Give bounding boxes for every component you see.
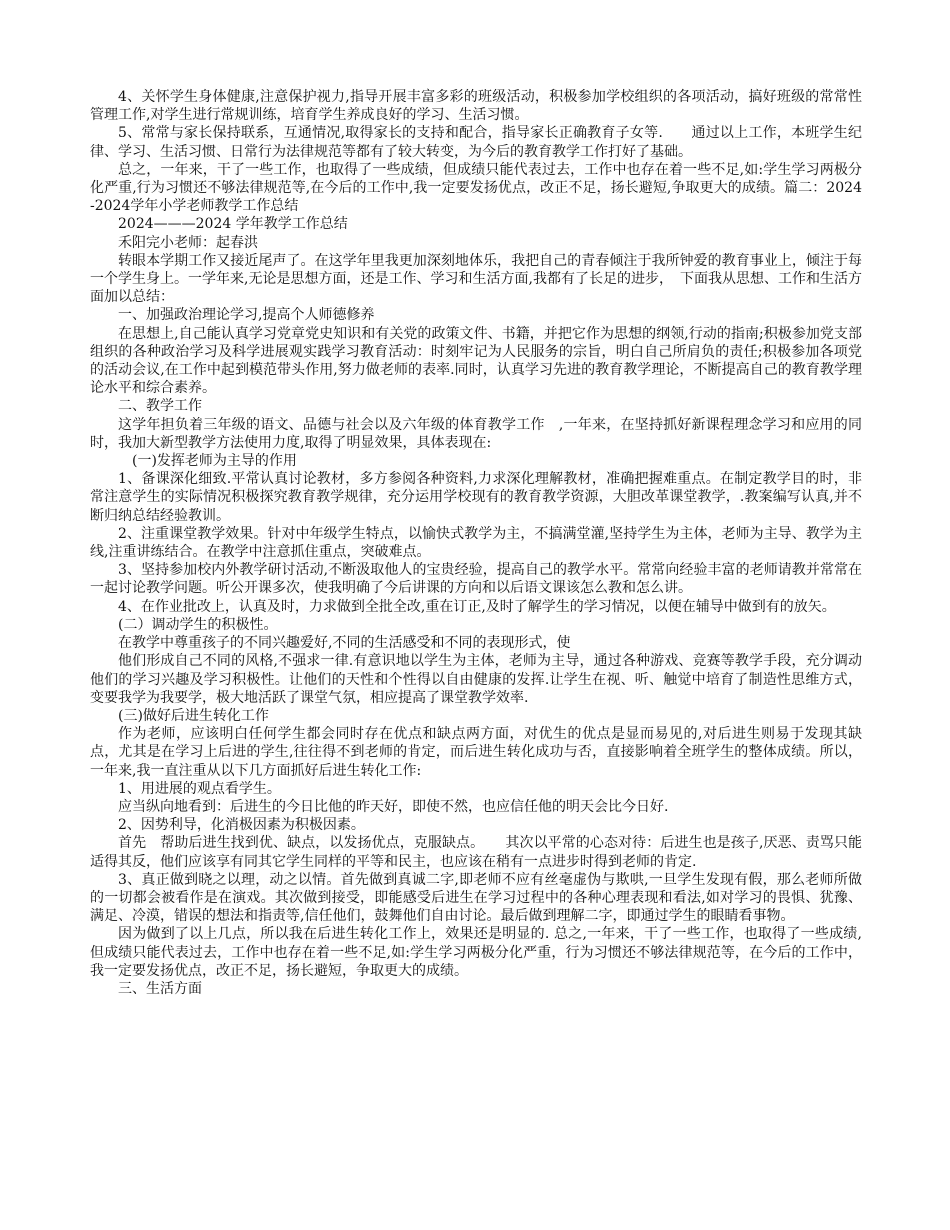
paragraph: 他们形成自己不同的风格,不强求一律.有意识地以学生为主体，老师为主导，通过各种游戏、竞赛等教学手段，充分调动他们的学习兴趣及学习积极性。让他们的天性和个性得以自由健康的发挥.让学生在视、听、触觉中培育了制造性思维方式，变要我学为我要学，极大地活跃了课堂气氛，相应提高了课堂教学效率. — [90, 653, 862, 706]
heading: 一、加强政治理论学习,提高个人师德修养 — [118, 307, 375, 324]
document-body — [90, 88, 862, 998]
paragraph: 4、关怀学生身体健康,注意保护视力,指导开展丰富多彩的班级活动，积极参加学校组织的各项活动，搞好班级的常常性管理工作,对学生进行常规训练，培育学生养成良好的学习、生活习惯。 — [90, 89, 862, 124]
section-title: 2024———2024 学年教学工作总结 — [118, 216, 348, 233]
paragraph: 首先 帮助后进生找到优、缺点，以发扬优点，克服缺点。 其次以平常的心态对待：后进生也是孩子,厌恶、责骂只能适得其反，他们应该享有同其它学生同样的平等和民主，也应该在稍有一点进步时得到老师的肯定. — [90, 835, 862, 870]
paragraph: 在教学中尊重孩子的不同兴趣爱好,不同的生活感受和不同的表现形式，使 — [118, 635, 571, 652]
paragraph: 转眼本学期工作又接近尾声了。在这学年里我更加深刻地体乐，我把自己的青春倾注于我所钟爱的教育事业上，倾注于每一个学生身上。一学年来,无论是思想方面，还是工作、学习和生活方面,我都有了长足的进步， 下面我从思想、工作和生活方面加以总结： — [90, 252, 862, 306]
paragraph: 应当纵向地看到：后进生的今日比他的昨天好，即使不然，也应信任他的明天会比今日好. — [118, 798, 669, 815]
subheading: (二）调动学生的积极性。 — [118, 616, 278, 633]
paragraph: 总之，一年来，干了一些工作，也取得了一些成绩，但成绩只能代表过去，工作中也存在着一些不足,如:学生学习两极分化严重,行为习惯还不够法律规范等,在今后的工作中,我一定要发扬优点，改正不足，扬长避短,争取更大的成绩。篇二：2024-2024学年小学老师教学工作总结 — [90, 161, 862, 215]
paragraph: 这学年担负着三年级的语文、品德与社会以及六年级的体育教学工作 ,一年来，在坚持抓好新课程理念学习和应用的同时，我加大新型教学方法使用力度,取得了明显效果，具体表现在: — [90, 416, 862, 451]
paragraph: 3、坚持参加校内外教学研讨活动,不断汲取他人的宝贵经验，提高自己的教学水平。常常向经验丰富的老师请教并常常在一起讨论教学问题。听公开课多次，使我明确了今后讲课的方向和以后语文课该怎么教和怎么讲。 — [90, 562, 862, 597]
paragraph: 2、注重课堂教学效果。针对中年级学生特点，以愉快式教学为主，不搞满堂灌,坚持学生为主体，老师为主导、教学为主线,注重讲练结合。在教学中注意抓住重点，突破难点。 — [90, 525, 862, 561]
subheading: (三)做好后进生转化工作 — [118, 707, 269, 724]
paragraph: 1、用进展的观点看学生。 — [118, 780, 281, 797]
paragraph: 4、在作业批改上，认真及时，力求做到全批全改,重在订正,及时了解学生的学习情况，以便在辅导中做到有的放矢。 — [118, 598, 836, 615]
author-line: 禾阳完小老师：起春洪 — [118, 234, 258, 251]
paragraph: 3、真正做到晓之以理，动之以情。首先做到真诚二字,即老师不应有丝毫虚伪与欺哄,一旦学生发现有假，那么老师所做的一切都会被看作是在演戏。其次做到接受，即能感受后进生在学习过程中的各种心理表现和看法,如对学习的畏惧、犹豫、满足、冷漠，错误的想法和指责等,信任他们，鼓舞他们自由讨论。最后做到理解二字，即通过学生的眼睛看事物。 — [90, 871, 862, 925]
paragraph: 5、常常与家长保持联系，互通情况,取得家长的支持和配合，指导家长正确教育子女等. 通过以上工作，本班学生纪律、学习、生活习惯、日常行为法律规范等都有了较大转变，为今后的教育教学工作打好了基础。 — [90, 125, 862, 160]
paragraph: 作为老师，应该明白任何学生都会同时存在优点和缺点两方面，对优生的优点是显而易见的,对后进生则易于发现其缺点，尤其是在学习上后进的学生,往往得不到老师的肯定，而后进生转化成功与否，直接影响着全班学生的整体成绩。所以，一年来,我一直注重从以下几方面抓好后进生转化工作: — [90, 726, 862, 779]
heading: 三、生活方面 — [118, 980, 202, 997]
paragraph: 1、备课深化细致.平常认真讨论教材，多方参阅各种资料,力求深化理解教材，准确把握难重点。在制定教学目的时，非常注意学生的实际情况积极探究教育教学规律，充分运用学校现有的教育教学资源，大胆改革课堂教学，.教案编写认真,并不断归纳总结经验教训。 — [90, 471, 862, 524]
paragraph: 因为做到了以上几点，所以我在后进生转化工作上，效果还是明显的. 总之,一年来，干了一些工作，也取得了一些成绩,但成绩只能代表过去，工作中也存在着一些不足,如:学生学习两极分化严重，行为习惯还不够法律规范等，在今后的工作中，我一定要发扬优点，改正不足，扬长避短，争取更大的成绩。 — [90, 926, 862, 979]
heading: 二、教学工作 — [118, 398, 202, 415]
paragraph: 2、因势利导，化消极因素为积极因素。 — [118, 817, 365, 834]
subheading: (一)发挥老师为主导的作用 — [132, 453, 297, 470]
paragraph: 在思想上,自己能认真学习党章党史知识和有关党的政策文件、书籍，并把它作为思想的纲领,行动的指南;积极参加党支部组织的各种政治学习及科学进展观实践学习教育活动：时刻牢记为人民服务的宗旨，明白自己所肩负的责任;积极参加各项党的活动会议,在工作中起到模范带头作用,努力做老师的表率.同时，认真学习先进的教育教学理论，不断提高自己的教育教学理论水平和综合素养。 — [90, 325, 862, 397]
